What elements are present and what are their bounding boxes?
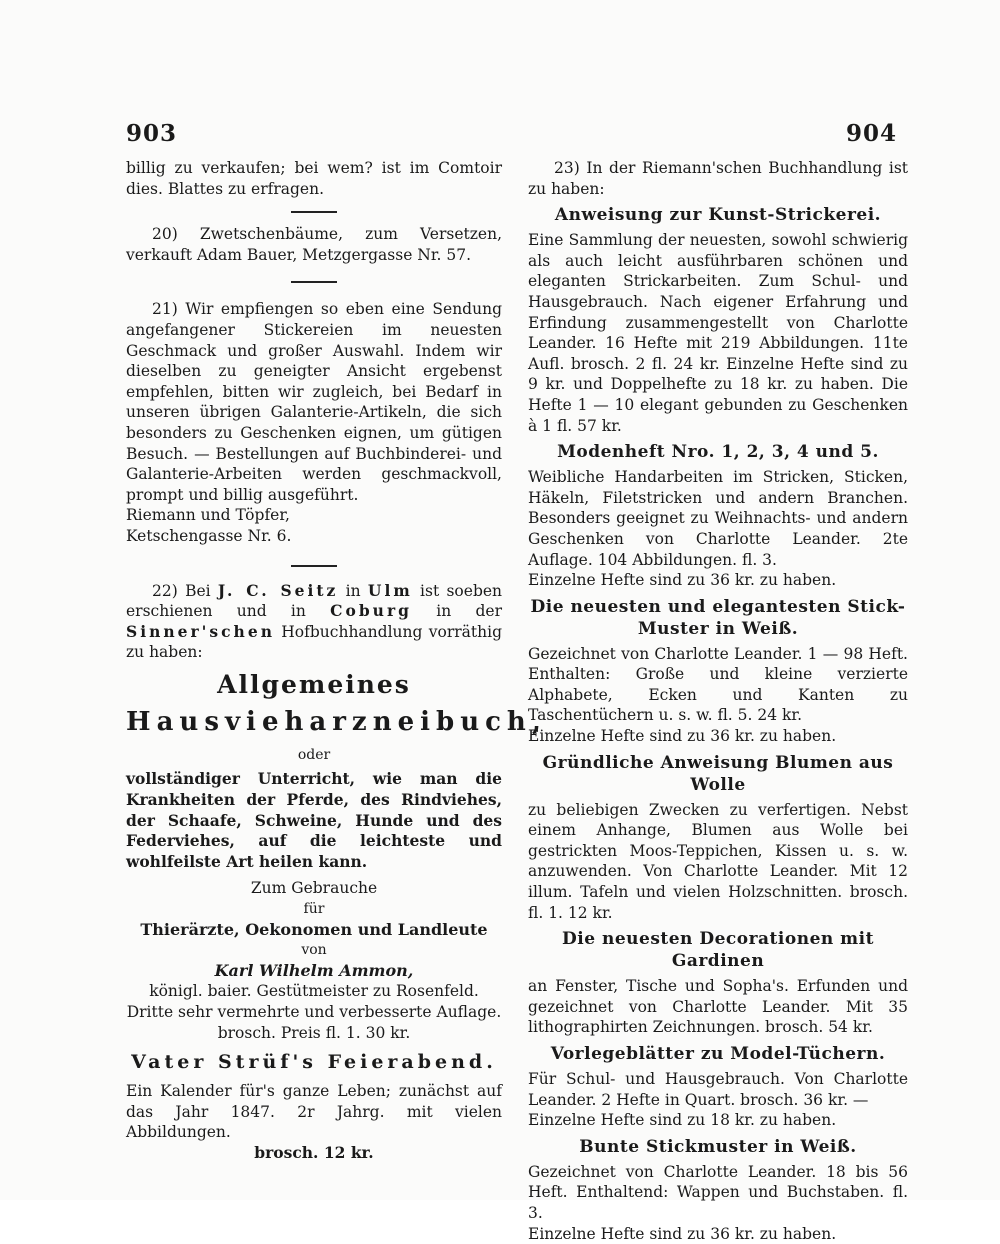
book-author: Karl Wilhelm Ammon, — [214, 960, 414, 980]
divider — [291, 211, 337, 213]
divider — [291, 565, 337, 567]
ad-21: 21) Wir empfiengen so eben eine Sendung angefangener Stickereien im neuesten Geschmack und großer Auswahl. Indem wir dieselben zu geneigter Ansicht ergebenst empfehlen, bitten wir zugleich, bei Bedarf in unseren übrigen Galanterie-Artikeln, die sich besonders zu Geschenken eignen, um gütigen Besuch. — Bestellungen auf Buchbinderei- und Galanterie-Arbeiten werden geschmackvoll, prompt und billig ausgeführt. — [126, 300, 502, 504]
ad-22: 22) Bei J. C. Seitz in Ulm ist soeben erschienen und in Coburg in der Sinner'schen Hofbuchhandlung vorräthig zu haben: — [126, 580, 503, 662]
right-column — [528, 158, 908, 1244]
text-stick-muster: Gezeichnet von Charlotte Leander. 1 — 98 Heft. Enthalten: Große und kleine verzierte Alphabete, Ecken und Kanten zu Taschentüchern u. s. w. fl. 5. 24 kr. — [528, 644, 908, 725]
text-decorationen: an Fenster, Tische und Sopha's. Erfunden und gezeichnet von Charlotte Leander. Mit 35 lithographirten Zeichnungen. brosch. 54 kr. — [528, 977, 908, 1037]
ad-21-signature-name: Riemann und Töpfer, — [126, 506, 290, 525]
vater-price: brosch. 12 kr. — [254, 1142, 374, 1162]
text-bunte-stickmuster-hefte: Einzelne Hefte sind zu 36 kr. zu haben. — [528, 1224, 837, 1243]
book-oder: oder — [297, 746, 331, 763]
vater-title: Vater Strüf's Feierabend. — [131, 1051, 497, 1074]
book-use-line2: für — [303, 901, 325, 918]
heading-bunte-stickmuster: Bunte Stickmuster in Weiß. — [579, 1136, 857, 1157]
text-stick-muster-hefte: Einzelne Hefte sind zu 36 kr. zu haben. — [528, 727, 837, 746]
heading-kunst-strickerei: Anweisung zur Kunst-Strickerei. — [554, 205, 882, 226]
text-blumen-wolle: zu beliebigen Zwecken zu verfertigen. Nebst einem Anhange, Blumen aus Wolle bei gestrickten Moos-Teppichen, Kissen u. s. w. anzuwenden. Von Charlotte Leander. Mit 12 illum. Tafeln und vielen Holzschnitten. brosch. fl. 1. 12 kr. — [528, 800, 908, 922]
left-column — [126, 158, 547, 1164]
book-subtitle: vollständiger Unterricht, wie man die Krankheiten der Pferde, des Rindviehes, der Schaafe, Schweine, Hunde und des Federviehes, auf die leichteste und wohlfeilste Art heilen kann. — [126, 769, 502, 871]
text-bunte-stickmuster: Gezeichnet von Charlotte Leander. 18 bis 56 Heft. Enthaltend: Wappen und Buchstaben. fl. 3. — [528, 1162, 908, 1222]
book-von: von — [301, 942, 327, 959]
intro-text: billig zu verkaufen; bei wem? ist im Comtoir dies. Blattes zu erfragen. — [126, 159, 502, 198]
page-number-right: 904 — [846, 120, 898, 147]
book-edition: Dritte sehr vermehrte und verbesserte Auflage. — [126, 1003, 502, 1021]
text-modenheft: Weibliche Handarbeiten im Stricken, Sticken, Häkeln, Filetstricken und andern Branchen. Besonders geeignet zu Weihnachts- und andern Geschenken von Charlotte Leander. 2te Auflage. 104 Abbildungen. fl. 3. — [528, 468, 908, 569]
page-number-left: 903 — [126, 120, 178, 147]
ad-21-signature-address: Ketschengasse Nr. 6. — [126, 526, 292, 545]
heading-stick-muster: Die neuesten und elegantesten Stick-Muster in Weiß. — [530, 596, 906, 639]
heading-decorationen: Die neuesten Decorationen mit Gardinen — [562, 929, 874, 972]
text-vorlegeblaetter-hefte: Einzelne Hefte sind zu 18 kr. zu haben. — [528, 1111, 837, 1130]
text-kunst-strickerei: Eine Sammlung der neuesten, sowohl schwierig als auch leicht ausführbaren schönen und eleganten Strickarbeiten. Zum Schul- und Hausgebrauch. Nach eigener Erfahrung und Erfindung zusammengestellt von Charlotte Leander. 16 Hefte mit 219 Abbildungen. 11te Aufl. brosch. 2 fl. 24 kr. Einzelne Hefte sind zu 9 kr. und Doppelhefte zu 18 kr. zu haben. Die Hefte 1 — 10 elegant gebunden zu Geschenken à 1 fl. 57 kr. — [528, 231, 908, 435]
heading-blumen-wolle: Gründliche Anweisung Blumen aus Wolle — [542, 752, 894, 795]
book-use-line3: Thierärzte, Oekonomen und Landleute — [140, 919, 488, 939]
heading-modenheft: Modenheft Nro. 1, 2, 3, 4 und 5. — [557, 442, 879, 463]
book-author-title: königl. baier. Gestütmeister zu Rosenfeld. — [149, 982, 479, 1001]
book-title-line1: Allgemeines — [217, 669, 411, 699]
ad-23: 23) In der Riemann'schen Buchhandlung ist zu haben: — [528, 159, 908, 198]
bookshop-name: Sinner'schen — [126, 621, 275, 641]
city-ulm: Ulm — [367, 580, 413, 600]
book-title-line2: Hausvieharzneibuch, — [126, 706, 547, 737]
heading-vorlegeblaetter: Vorlegeblätter zu Model-Tüchern. — [550, 1044, 886, 1064]
publisher-name: J. C. Seitz — [217, 580, 339, 600]
ad-20: 20) Zwetschenbäume, zum Versetzen, verkauft Adam Bauer, Metzgergasse Nr. 57. — [126, 225, 502, 264]
vater-description: Ein Kalender für's ganze Leben; zunächst auf das Jahr 1847. 2r Jahrg. mit vielen Abbildungen. — [126, 1082, 502, 1142]
text-modenheft-hefte: Einzelne Hefte sind zu 36 kr. zu haben. — [528, 571, 837, 590]
book-price: brosch. Preis fl. 1. 30 kr. — [217, 1023, 411, 1042]
city-coburg: Coburg — [330, 601, 412, 621]
book-use-line1: Zum Gebrauche — [250, 879, 378, 898]
divider — [291, 281, 337, 283]
text-vorlegeblaetter: Für Schul- und Hausgebrauch. Von Charlotte Leander. 2 Hefte in Quart. brosch. 36 kr. — — [528, 1070, 908, 1109]
